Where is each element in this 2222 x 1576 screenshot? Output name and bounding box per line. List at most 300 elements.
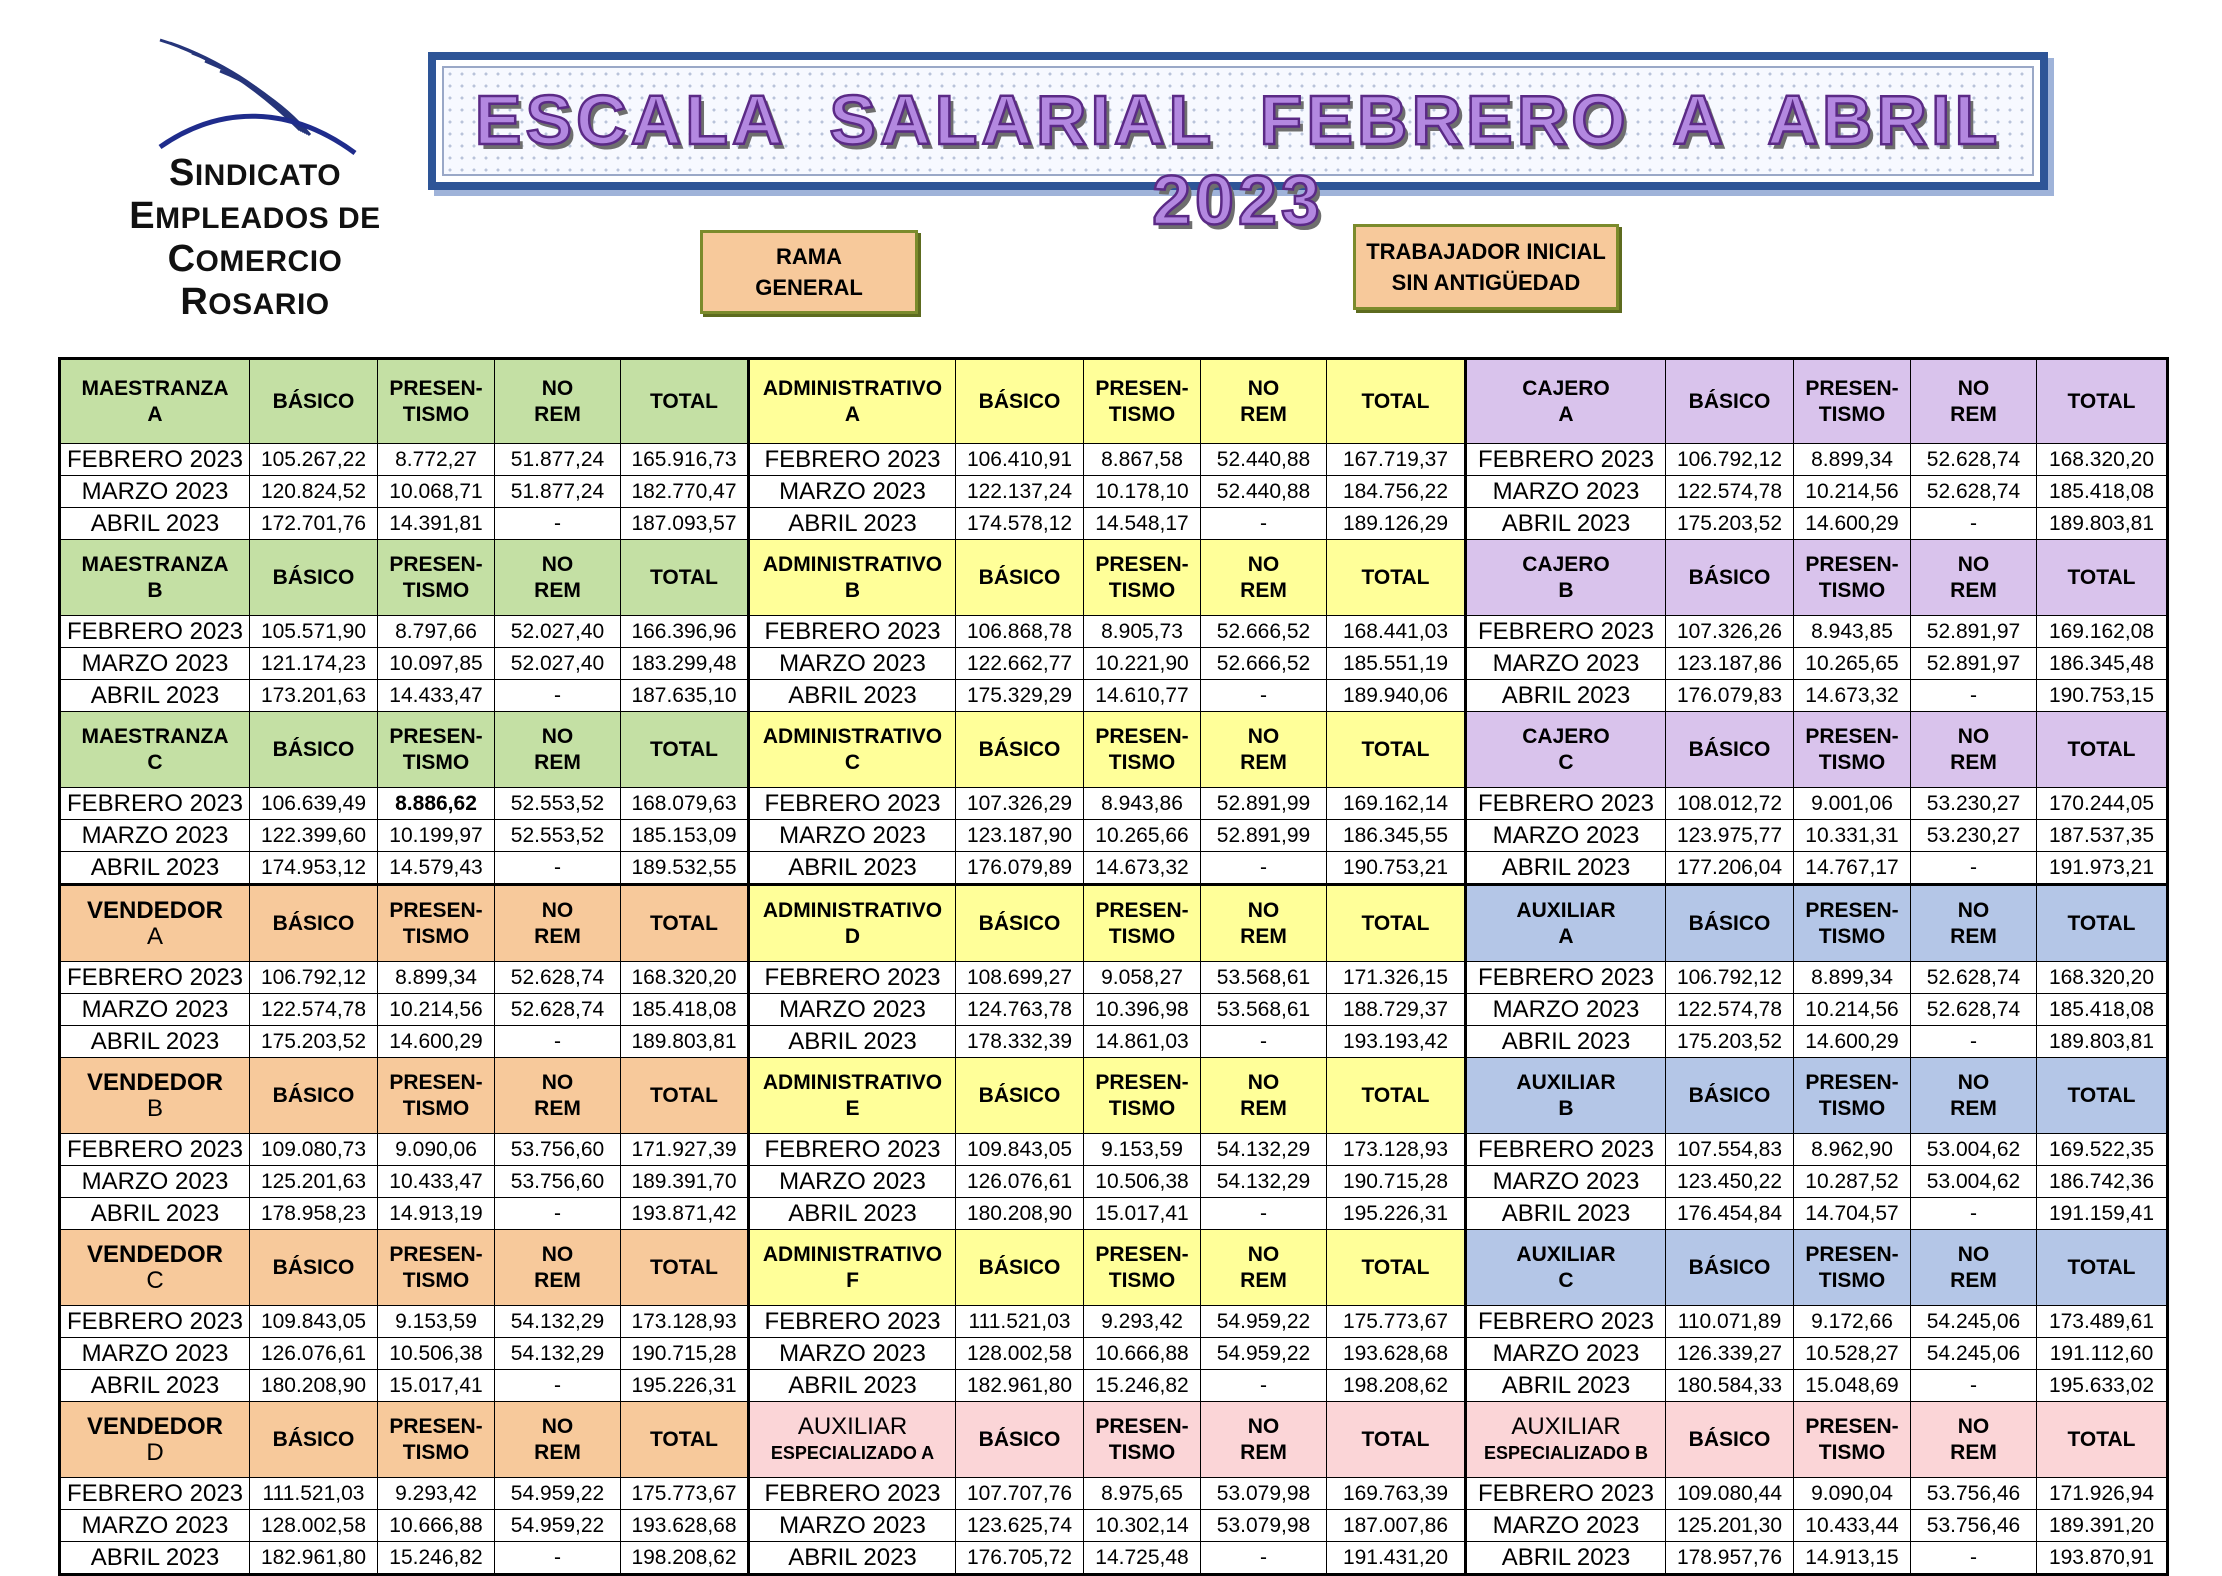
category-title: VENDEDOR bbox=[86, 896, 224, 924]
period-cell: ABRIL 2023 bbox=[749, 1198, 956, 1230]
no-rem-header bbox=[1911, 1230, 2037, 1306]
category-title: AUXILIAR bbox=[1516, 1070, 1616, 1094]
category-title: AUXILIAR bbox=[797, 1412, 908, 1440]
presentismo-cell: 10.666,88 bbox=[378, 1510, 495, 1542]
no-rem-header bbox=[1201, 540, 1327, 616]
total-cell: 182.770,47 bbox=[621, 476, 749, 508]
category-level: B bbox=[1558, 1096, 1574, 1120]
no-rem-header-line2: REM bbox=[534, 578, 581, 602]
basico-cell: 182.961,80 bbox=[250, 1542, 378, 1575]
presentismo-cell: 10.396,98 bbox=[1084, 994, 1201, 1026]
total-cell: 186.742,36 bbox=[2037, 1166, 2168, 1198]
no-rem-cell: - bbox=[495, 852, 621, 885]
presentismo-cell: 14.600,29 bbox=[1794, 508, 1911, 540]
presentismo-cell: 8.943,86 bbox=[1084, 788, 1201, 820]
period-cell: FEBRERO 2023 bbox=[1466, 962, 1666, 994]
basico-cell: 111.521,03 bbox=[956, 1306, 1084, 1338]
total-header bbox=[1327, 359, 1466, 444]
total-cell: 190.753,15 bbox=[2037, 680, 2168, 712]
basico-cell: 111.521,03 bbox=[250, 1478, 378, 1510]
presentismo-header bbox=[378, 540, 495, 616]
total-cell: 170.244,05 bbox=[2037, 788, 2168, 820]
presentismo-cell: 14.600,29 bbox=[378, 1026, 495, 1058]
total-cell: 167.719,37 bbox=[1327, 444, 1466, 476]
no-rem-cell: 52.440,88 bbox=[1201, 444, 1327, 476]
table-row bbox=[60, 788, 2168, 820]
basico-cell: 122.574,78 bbox=[1666, 994, 1794, 1026]
presentismo-cell: 14.704,57 bbox=[1794, 1198, 1911, 1230]
no-rem-cell: 53.756,46 bbox=[1911, 1510, 2037, 1542]
basico-header-line1: BÁSICO bbox=[978, 911, 1061, 935]
presentismo-header-line2: TISMO bbox=[402, 1268, 470, 1292]
category-title: MAESTRANZA bbox=[81, 552, 229, 576]
basico-header bbox=[956, 1230, 1084, 1306]
basico-header bbox=[1666, 1402, 1794, 1478]
no-rem-cell: 54.132,29 bbox=[1201, 1166, 1327, 1198]
period-cell: FEBRERO 2023 bbox=[749, 1478, 956, 1510]
presentismo-header-line1: PRESEN- bbox=[1095, 376, 1189, 400]
total-header bbox=[1327, 1402, 1466, 1478]
table-row bbox=[60, 1370, 2168, 1402]
category-level: B bbox=[147, 578, 163, 602]
total-cell: 169.763,39 bbox=[1327, 1478, 1466, 1510]
presentismo-cell: 10.265,65 bbox=[1794, 648, 1911, 680]
category-level: B bbox=[844, 578, 861, 602]
presentismo-cell: 8.899,34 bbox=[1794, 962, 1911, 994]
basico-cell: 120.824,52 bbox=[250, 476, 378, 508]
no-rem-cell: 54.959,22 bbox=[1201, 1338, 1327, 1370]
no-rem-header bbox=[495, 712, 621, 788]
presentismo-header bbox=[378, 359, 495, 444]
no-rem-header-line1: NO bbox=[1247, 376, 1280, 400]
category-title: AUXILIAR bbox=[1516, 1242, 1616, 1266]
presentismo-cell: 14.673,32 bbox=[1794, 680, 1911, 712]
table-row bbox=[60, 1026, 2168, 1058]
basico-header bbox=[250, 712, 378, 788]
basico-header-line1: BÁSICO bbox=[1688, 911, 1771, 935]
basico-cell: 123.625,74 bbox=[956, 1510, 1084, 1542]
category-name bbox=[1466, 540, 1666, 616]
presentismo-header bbox=[378, 712, 495, 788]
presentismo-header-line1: PRESEN- bbox=[389, 552, 483, 576]
period-cell: MARZO 2023 bbox=[1466, 648, 1666, 680]
category-level: A bbox=[146, 922, 163, 950]
basico-header-line1: BÁSICO bbox=[272, 737, 355, 761]
period-cell: MARZO 2023 bbox=[60, 476, 250, 508]
no-rem-cell: - bbox=[1201, 1026, 1327, 1058]
basico-cell: 106.639,49 bbox=[250, 788, 378, 820]
presentismo-cell: 8.899,34 bbox=[1794, 444, 1911, 476]
no-rem-cell: 54.245,06 bbox=[1911, 1306, 2037, 1338]
table-row bbox=[60, 648, 2168, 680]
no-rem-header-line1: NO bbox=[1957, 724, 1990, 748]
presentismo-header-line1: PRESEN- bbox=[1095, 552, 1189, 576]
no-rem-header bbox=[1911, 1402, 2037, 1478]
presentismo-header-line1: PRESEN- bbox=[1805, 552, 1899, 576]
basico-header bbox=[1666, 359, 1794, 444]
basico-header bbox=[956, 885, 1084, 962]
no-rem-header bbox=[1201, 1230, 1327, 1306]
basico-cell: 123.187,90 bbox=[956, 820, 1084, 852]
basico-header-line1: BÁSICO bbox=[272, 565, 355, 589]
table-row bbox=[60, 508, 2168, 540]
basico-header-line1: BÁSICO bbox=[272, 911, 355, 935]
no-rem-cell: 54.959,22 bbox=[495, 1510, 621, 1542]
no-rem-cell: - bbox=[495, 1370, 621, 1402]
period-cell: ABRIL 2023 bbox=[1466, 1026, 1666, 1058]
period-cell: ABRIL 2023 bbox=[60, 1542, 250, 1575]
basico-header bbox=[956, 1058, 1084, 1134]
no-rem-cell: 53.568,61 bbox=[1201, 994, 1327, 1026]
no-rem-header bbox=[1201, 1402, 1327, 1478]
category-level: A bbox=[1558, 402, 1574, 426]
no-rem-header-line1: NO bbox=[1957, 898, 1990, 922]
no-rem-cell: - bbox=[1911, 1370, 2037, 1402]
total-header-line1: TOTAL bbox=[2067, 565, 2136, 589]
table-row bbox=[60, 444, 2168, 476]
total-header-line1: TOTAL bbox=[649, 911, 719, 935]
no-rem-cell: 52.553,52 bbox=[495, 820, 621, 852]
total-cell: 168.079,63 bbox=[621, 788, 749, 820]
period-cell: MARZO 2023 bbox=[749, 476, 956, 508]
total-cell: 185.418,08 bbox=[2037, 994, 2168, 1026]
total-header bbox=[621, 712, 749, 788]
no-rem-cell: - bbox=[1201, 1542, 1327, 1575]
no-rem-cell: - bbox=[1911, 508, 2037, 540]
period-cell: ABRIL 2023 bbox=[1466, 680, 1666, 712]
basico-cell: 122.662,77 bbox=[956, 648, 1084, 680]
no-rem-header-line1: NO bbox=[541, 898, 574, 922]
category-title: AUXILIAR bbox=[1516, 898, 1616, 922]
presentismo-header bbox=[1084, 1402, 1201, 1478]
basico-cell: 175.203,52 bbox=[250, 1026, 378, 1058]
no-rem-header-line2: REM bbox=[1950, 578, 1997, 602]
basico-cell: 180.584,33 bbox=[1666, 1370, 1794, 1402]
presentismo-header-line2: TISMO bbox=[1818, 750, 1886, 774]
total-cell: 189.803,81 bbox=[2037, 508, 2168, 540]
basico-header-line1: BÁSICO bbox=[272, 1083, 355, 1107]
presentismo-cell: 15.246,82 bbox=[378, 1542, 495, 1575]
total-cell: 173.128,93 bbox=[1327, 1134, 1466, 1166]
basico-header bbox=[250, 1058, 378, 1134]
basico-cell: 122.574,78 bbox=[1666, 476, 1794, 508]
basico-cell: 109.843,05 bbox=[956, 1134, 1084, 1166]
presentismo-cell: 8.797,66 bbox=[378, 616, 495, 648]
period-cell: MARZO 2023 bbox=[60, 648, 250, 680]
presentismo-cell: 10.214,56 bbox=[1794, 476, 1911, 508]
no-rem-cell: - bbox=[1911, 852, 2037, 885]
total-header bbox=[1327, 712, 1466, 788]
page-title: ESCALA SALARIAL FEBRERO A ABRIL 2023 bbox=[474, 81, 2002, 239]
total-cell: 185.153,09 bbox=[621, 820, 749, 852]
presentismo-header-line2: TISMO bbox=[1108, 578, 1176, 602]
period-cell: FEBRERO 2023 bbox=[749, 1134, 956, 1166]
basico-cell: 174.578,12 bbox=[956, 508, 1084, 540]
presentismo-cell: 14.391,81 bbox=[378, 508, 495, 540]
category-level: ESPECIALIZADO A bbox=[770, 1442, 935, 1463]
basico-header bbox=[956, 359, 1084, 444]
presentismo-header-line2: TISMO bbox=[402, 924, 470, 948]
presentismo-header-line1: PRESEN- bbox=[1095, 898, 1189, 922]
presentismo-header-line2: TISMO bbox=[1108, 1096, 1176, 1120]
basico-cell: 108.699,27 bbox=[956, 962, 1084, 994]
period-cell: MARZO 2023 bbox=[749, 1510, 956, 1542]
presentismo-header bbox=[1084, 885, 1201, 962]
no-rem-header bbox=[495, 1402, 621, 1478]
total-header-line1: TOTAL bbox=[2067, 1427, 2136, 1451]
basico-cell: 178.957,76 bbox=[1666, 1542, 1794, 1575]
presentismo-cell: 9.172,66 bbox=[1794, 1306, 1911, 1338]
presentismo-cell: 9.153,59 bbox=[1084, 1134, 1201, 1166]
total-header-line1: TOTAL bbox=[1361, 1255, 1430, 1279]
no-rem-header-line1: NO bbox=[541, 1070, 574, 1094]
category-title: ADMINISTRATIVO bbox=[762, 898, 943, 922]
presentismo-header-line2: TISMO bbox=[1108, 924, 1176, 948]
presentismo-header bbox=[378, 1230, 495, 1306]
basico-cell: 106.792,12 bbox=[1666, 962, 1794, 994]
no-rem-cell: 53.004,62 bbox=[1911, 1134, 2037, 1166]
no-rem-header-line2: REM bbox=[534, 924, 581, 948]
basico-cell: 180.208,90 bbox=[956, 1198, 1084, 1230]
period-cell: ABRIL 2023 bbox=[749, 852, 956, 885]
category-name bbox=[60, 1058, 250, 1134]
category-level: C bbox=[844, 750, 861, 774]
category-level: C bbox=[147, 750, 163, 774]
no-rem-header-line1: NO bbox=[1957, 552, 1990, 576]
no-rem-cell: 52.891,97 bbox=[1911, 648, 2037, 680]
presentismo-header bbox=[378, 1402, 495, 1478]
no-rem-header-line2: REM bbox=[1240, 1268, 1287, 1292]
presentismo-header bbox=[378, 1058, 495, 1134]
no-rem-header bbox=[1201, 359, 1327, 444]
presentismo-header-line1: PRESEN- bbox=[1805, 1414, 1899, 1438]
basico-cell: 109.843,05 bbox=[250, 1306, 378, 1338]
basico-cell: 109.080,44 bbox=[1666, 1478, 1794, 1510]
basico-cell: 172.701,76 bbox=[250, 508, 378, 540]
total-cell: 189.532,55 bbox=[621, 852, 749, 885]
category-title: MAESTRANZA bbox=[81, 376, 229, 400]
basico-cell: 128.002,58 bbox=[956, 1338, 1084, 1370]
period-cell: FEBRERO 2023 bbox=[749, 1306, 956, 1338]
category-name bbox=[60, 540, 250, 616]
no-rem-cell: 54.245,06 bbox=[1911, 1338, 2037, 1370]
presentismo-cell: 10.433,44 bbox=[1794, 1510, 1911, 1542]
presentismo-cell: 14.433,47 bbox=[378, 680, 495, 712]
presentismo-header-line1: PRESEN- bbox=[1095, 724, 1189, 748]
no-rem-header bbox=[495, 1058, 621, 1134]
presentismo-header bbox=[1084, 712, 1201, 788]
presentismo-header-line1: PRESEN- bbox=[389, 376, 483, 400]
total-header bbox=[1327, 1230, 1466, 1306]
basico-cell: 107.326,29 bbox=[956, 788, 1084, 820]
presentismo-cell: 15.017,41 bbox=[378, 1370, 495, 1402]
total-cell: 195.633,02 bbox=[2037, 1370, 2168, 1402]
no-rem-cell: 53.230,27 bbox=[1911, 788, 2037, 820]
total-cell: 186.345,55 bbox=[1327, 820, 1466, 852]
basico-header bbox=[250, 359, 378, 444]
no-rem-header-line1: NO bbox=[541, 724, 574, 748]
category-name bbox=[1466, 1058, 1666, 1134]
category-header-row bbox=[60, 1402, 2168, 1478]
basico-cell: 109.080,73 bbox=[250, 1134, 378, 1166]
no-rem-header-line2: REM bbox=[1950, 924, 1997, 948]
no-rem-header bbox=[1201, 885, 1327, 962]
no-rem-header-line2: REM bbox=[1950, 1096, 1997, 1120]
presentismo-cell: 9.058,27 bbox=[1084, 962, 1201, 994]
presentismo-cell: 8.867,58 bbox=[1084, 444, 1201, 476]
presentismo-header-line1: PRESEN- bbox=[389, 724, 483, 748]
trabajador-line2: SIN ANTIGÜEDAD bbox=[1391, 270, 1581, 295]
no-rem-cell: 54.132,29 bbox=[495, 1306, 621, 1338]
presentismo-header bbox=[378, 885, 495, 962]
title-banner bbox=[428, 52, 2048, 239]
period-cell: ABRIL 2023 bbox=[1466, 852, 1666, 885]
basico-header bbox=[1666, 885, 1794, 962]
presentismo-cell: 15.048,69 bbox=[1794, 1370, 1911, 1402]
rama-line1: RAMA bbox=[776, 244, 842, 269]
presentismo-cell: 14.610,77 bbox=[1084, 680, 1201, 712]
basico-header-line1: BÁSICO bbox=[978, 1083, 1061, 1107]
total-header bbox=[621, 1230, 749, 1306]
period-cell: MARZO 2023 bbox=[749, 820, 956, 852]
presentismo-cell: 9.001,06 bbox=[1794, 788, 1911, 820]
table-row bbox=[60, 1542, 2168, 1575]
category-header-row bbox=[60, 712, 2168, 788]
no-rem-header-line1: NO bbox=[1957, 1414, 1990, 1438]
total-cell: 171.326,15 bbox=[1327, 962, 1466, 994]
category-name bbox=[60, 712, 250, 788]
basico-header bbox=[250, 540, 378, 616]
period-cell: FEBRERO 2023 bbox=[60, 1306, 250, 1338]
basico-cell: 176.079,89 bbox=[956, 852, 1084, 885]
presentismo-cell: 10.221,90 bbox=[1084, 648, 1201, 680]
period-cell: MARZO 2023 bbox=[749, 1338, 956, 1370]
no-rem-header-line1: NO bbox=[541, 1242, 574, 1266]
no-rem-cell: - bbox=[1911, 1198, 2037, 1230]
total-header-line1: TOTAL bbox=[2067, 1255, 2136, 1279]
basico-header-line1: BÁSICO bbox=[1688, 565, 1771, 589]
category-name bbox=[60, 1230, 250, 1306]
category-name bbox=[1466, 1230, 1666, 1306]
no-rem-cell: 52.027,40 bbox=[495, 648, 621, 680]
period-cell: FEBRERO 2023 bbox=[60, 616, 250, 648]
presentismo-cell: 8.905,73 bbox=[1084, 616, 1201, 648]
presentismo-cell: 14.861,03 bbox=[1084, 1026, 1201, 1058]
presentismo-cell: 10.287,52 bbox=[1794, 1166, 1911, 1198]
no-rem-cell: - bbox=[1201, 1370, 1327, 1402]
category-level: C bbox=[146, 1266, 164, 1294]
no-rem-header-line2: REM bbox=[1950, 402, 1997, 426]
presentismo-cell: 14.725,48 bbox=[1084, 1542, 1201, 1575]
category-title: ADMINISTRATIVO bbox=[762, 1242, 943, 1266]
no-rem-cell: 53.568,61 bbox=[1201, 962, 1327, 994]
period-cell: FEBRERO 2023 bbox=[749, 788, 956, 820]
presentismo-cell: 10.433,47 bbox=[378, 1166, 495, 1198]
presentismo-header-line2: TISMO bbox=[402, 750, 470, 774]
basico-cell: 126.076,61 bbox=[956, 1166, 1084, 1198]
period-cell: FEBRERO 2023 bbox=[60, 1134, 250, 1166]
period-cell: MARZO 2023 bbox=[1466, 820, 1666, 852]
no-rem-cell: 54.132,29 bbox=[495, 1338, 621, 1370]
basico-cell: 174.953,12 bbox=[250, 852, 378, 885]
total-header-line1: TOTAL bbox=[1361, 911, 1430, 935]
basico-header-line1: BÁSICO bbox=[272, 1255, 355, 1279]
presentismo-header-line1: PRESEN- bbox=[1095, 1242, 1189, 1266]
total-header-line1: TOTAL bbox=[649, 1255, 719, 1279]
total-cell: 191.112,60 bbox=[2037, 1338, 2168, 1370]
no-rem-cell: - bbox=[495, 1542, 621, 1575]
table-row bbox=[60, 616, 2168, 648]
total-cell: 168.320,20 bbox=[2037, 962, 2168, 994]
no-rem-header-line2: REM bbox=[1240, 750, 1287, 774]
period-cell: FEBRERO 2023 bbox=[1466, 444, 1666, 476]
total-cell: 190.715,28 bbox=[1327, 1166, 1466, 1198]
basico-header-line1: BÁSICO bbox=[1688, 389, 1771, 413]
total-cell: 168.320,20 bbox=[2037, 444, 2168, 476]
presentismo-cell: 10.097,85 bbox=[378, 648, 495, 680]
total-cell: 189.391,70 bbox=[621, 1166, 749, 1198]
presentismo-cell: 15.017,41 bbox=[1084, 1198, 1201, 1230]
total-cell: 198.208,62 bbox=[621, 1542, 749, 1575]
total-cell: 191.973,21 bbox=[2037, 852, 2168, 885]
period-cell: ABRIL 2023 bbox=[1466, 1370, 1666, 1402]
total-header bbox=[621, 540, 749, 616]
presentismo-cell: 8.975,65 bbox=[1084, 1478, 1201, 1510]
basico-cell: 176.454,84 bbox=[1666, 1198, 1794, 1230]
no-rem-cell: 53.756,60 bbox=[495, 1134, 621, 1166]
no-rem-header-line1: NO bbox=[1957, 376, 1990, 400]
basico-cell: 176.705,72 bbox=[956, 1542, 1084, 1575]
no-rem-header bbox=[1201, 712, 1327, 788]
no-rem-header-line2: REM bbox=[1240, 402, 1287, 426]
no-rem-header-line1: NO bbox=[541, 552, 574, 576]
total-header bbox=[2037, 1230, 2168, 1306]
presentismo-header-line2: TISMO bbox=[1818, 924, 1886, 948]
basico-cell: 180.208,90 bbox=[250, 1370, 378, 1402]
no-rem-cell: 52.628,74 bbox=[495, 994, 621, 1026]
period-cell: FEBRERO 2023 bbox=[60, 444, 250, 476]
category-title: ADMINISTRATIVO bbox=[762, 1070, 943, 1094]
category-name bbox=[60, 359, 250, 444]
period-cell: FEBRERO 2023 bbox=[749, 616, 956, 648]
presentismo-cell: 10.199,97 bbox=[378, 820, 495, 852]
category-title: ADMINISTRATIVO bbox=[762, 724, 943, 748]
presentismo-cell: 10.528,27 bbox=[1794, 1338, 1911, 1370]
basico-cell: 182.961,80 bbox=[956, 1370, 1084, 1402]
total-cell: 173.128,93 bbox=[621, 1306, 749, 1338]
presentismo-header-line2: TISMO bbox=[1108, 1440, 1176, 1464]
category-name bbox=[749, 885, 956, 962]
presentismo-header-line2: TISMO bbox=[1818, 1268, 1886, 1292]
total-cell: 189.803,81 bbox=[2037, 1026, 2168, 1058]
total-header-line1: TOTAL bbox=[1361, 1083, 1430, 1107]
category-name bbox=[1466, 359, 1666, 444]
category-name bbox=[1466, 1402, 1666, 1478]
basico-header-line1: BÁSICO bbox=[978, 1427, 1061, 1451]
total-cell: 169.162,14 bbox=[1327, 788, 1466, 820]
basico-cell: 123.187,86 bbox=[1666, 648, 1794, 680]
no-rem-header bbox=[1911, 712, 2037, 788]
rama-line2: GENERAL bbox=[755, 275, 863, 300]
no-rem-header bbox=[1911, 540, 2037, 616]
no-rem-header-line1: NO bbox=[1247, 1414, 1280, 1438]
basico-cell: 123.975,77 bbox=[1666, 820, 1794, 852]
total-cell: 173.489,61 bbox=[2037, 1306, 2168, 1338]
no-rem-cell: - bbox=[495, 680, 621, 712]
presentismo-cell: 9.293,42 bbox=[378, 1478, 495, 1510]
total-cell: 189.803,81 bbox=[621, 1026, 749, 1058]
basico-cell: 106.792,12 bbox=[1666, 444, 1794, 476]
